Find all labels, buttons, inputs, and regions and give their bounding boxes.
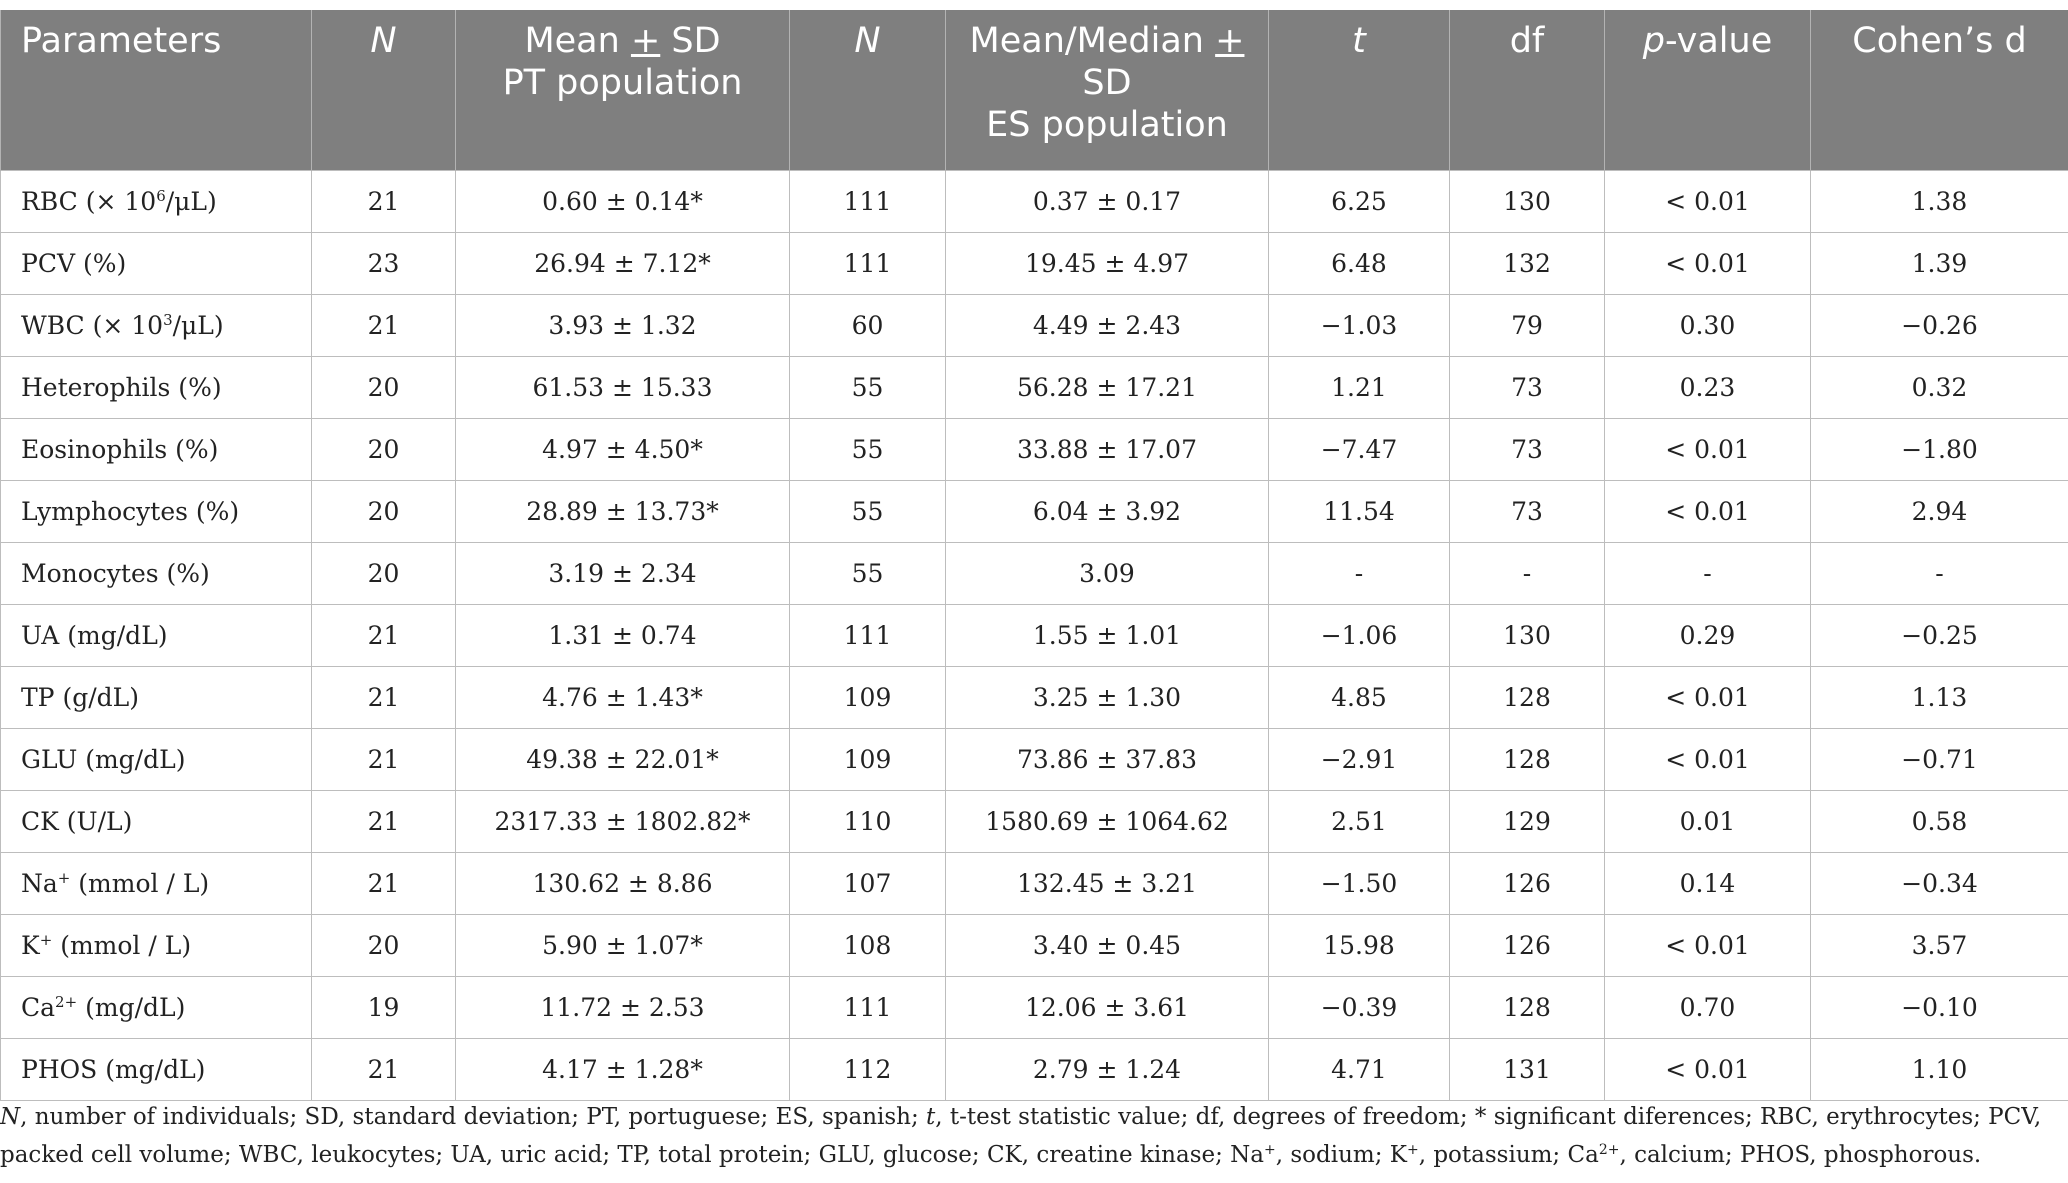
table-body <box>1 171 2068 1101</box>
cell-n-pt: 20 <box>312 419 456 481</box>
table-row <box>1 667 2068 729</box>
cell-df: 132 <box>1450 233 1605 295</box>
cell-pt-mean-sd: 49.38 ± 22.01* <box>456 729 790 791</box>
table-row <box>1 977 2068 1039</box>
cell-p-value: 0.29 <box>1605 605 1811 667</box>
cell-t: −1.06 <box>1269 605 1450 667</box>
cell-cohens-d: 0.58 <box>1811 791 2068 853</box>
cell-p-value: - <box>1605 543 1811 605</box>
cell-pt-mean-sd: 5.90 ± 1.07* <box>456 915 790 977</box>
cell-n-pt: 21 <box>312 295 456 357</box>
cell-p-value: 0.01 <box>1605 791 1811 853</box>
cell-n-pt: 23 <box>312 233 456 295</box>
table-row <box>1 853 2068 915</box>
cell-t: 15.98 <box>1269 915 1450 977</box>
header-row <box>1 10 2068 171</box>
cell-pt-mean-sd: 130.62 ± 8.86 <box>456 853 790 915</box>
cell-parameter: Na+ (mmol / L) <box>1 853 312 915</box>
cell-n-es: 108 <box>790 915 946 977</box>
cell-pt-mean-sd: 28.89 ± 13.73* <box>456 481 790 543</box>
cell-n-pt: 21 <box>312 1039 456 1101</box>
cell-es-mean-median-sd: 3.25 ± 1.30 <box>946 667 1269 729</box>
cell-n-es: 111 <box>790 977 946 1039</box>
cell-t: 6.48 <box>1269 233 1450 295</box>
cell-df: 129 <box>1450 791 1605 853</box>
cell-cohens-d: −0.71 <box>1811 729 2068 791</box>
cell-es-mean-median-sd: 2.79 ± 1.24 <box>946 1039 1269 1101</box>
header-t: t <box>1269 10 1450 171</box>
cell-pt-mean-sd: 4.17 ± 1.28* <box>456 1039 790 1101</box>
cell-es-mean-median-sd: 4.49 ± 2.43 <box>946 295 1269 357</box>
cell-es-mean-median-sd: 132.45 ± 3.21 <box>946 853 1269 915</box>
table-row <box>1 295 2068 357</box>
cell-df: 126 <box>1450 853 1605 915</box>
cell-t: −1.03 <box>1269 295 1450 357</box>
cell-pt-mean-sd: 11.72 ± 2.53 <box>456 977 790 1039</box>
table-row <box>1 605 2068 667</box>
cell-parameter: PCV (%) <box>1 233 312 295</box>
cell-pt-mean-sd: 4.76 ± 1.43* <box>456 667 790 729</box>
cell-n-pt: 21 <box>312 667 456 729</box>
cell-es-mean-median-sd: 73.86 ± 37.83 <box>946 729 1269 791</box>
table-row <box>1 357 2068 419</box>
header-p-value: p-value <box>1605 10 1811 171</box>
cell-parameter: Heterophils (%) <box>1 357 312 419</box>
cell-df: 130 <box>1450 605 1605 667</box>
cell-n-pt: 21 <box>312 171 456 233</box>
cell-n-es: 111 <box>790 605 946 667</box>
cell-cohens-d: 3.57 <box>1811 915 2068 977</box>
cell-n-es: 109 <box>790 729 946 791</box>
cell-df: 73 <box>1450 419 1605 481</box>
cell-df: 79 <box>1450 295 1605 357</box>
cell-n-es: 112 <box>790 1039 946 1101</box>
cell-parameter: CK (U/L) <box>1 791 312 853</box>
cell-t: 2.51 <box>1269 791 1450 853</box>
cell-es-mean-median-sd: 3.40 ± 0.45 <box>946 915 1269 977</box>
table-row <box>1 1039 2068 1101</box>
cell-df: 131 <box>1450 1039 1605 1101</box>
cell-cohens-d: 1.38 <box>1811 171 2068 233</box>
header-df: df <box>1450 10 1605 171</box>
cell-n-es: 55 <box>790 543 946 605</box>
cell-n-pt: 21 <box>312 605 456 667</box>
table-row <box>1 915 2068 977</box>
cell-pt-mean-sd: 2317.33 ± 1802.82* <box>456 791 790 853</box>
cell-df: 126 <box>1450 915 1605 977</box>
table-row <box>1 233 2068 295</box>
cell-parameter: TP (g/dL) <box>1 667 312 729</box>
cell-df: 130 <box>1450 171 1605 233</box>
header-pt-mean-sd: Mean + SD PT population <box>456 10 790 171</box>
cell-pt-mean-sd: 1.31 ± 0.74 <box>456 605 790 667</box>
cell-cohens-d: −1.80 <box>1811 419 2068 481</box>
cell-es-mean-median-sd: 12.06 ± 3.61 <box>946 977 1269 1039</box>
cell-t: 4.71 <box>1269 1039 1450 1101</box>
cell-p-value: < 0.01 <box>1605 915 1811 977</box>
cell-pt-mean-sd: 61.53 ± 15.33 <box>456 357 790 419</box>
cell-p-value: < 0.01 <box>1605 419 1811 481</box>
cell-t: −1.50 <box>1269 853 1450 915</box>
cell-n-es: 111 <box>790 171 946 233</box>
table-row <box>1 729 2068 791</box>
header-n-es: N <box>790 10 946 171</box>
cell-cohens-d: −0.34 <box>1811 853 2068 915</box>
table-row <box>1 791 2068 853</box>
cell-n-es: 55 <box>790 481 946 543</box>
cell-parameter: WBC (× $10^3/\mu L$) <box>1 295 312 357</box>
cell-parameter: Lymphocytes (%) <box>1 481 312 543</box>
cell-df: 128 <box>1450 729 1605 791</box>
cell-es-mean-median-sd: 1580.69 ± 1064.62 <box>946 791 1269 853</box>
cell-n-es: 110 <box>790 791 946 853</box>
cell-parameter: PHOS (mg/dL) <box>1 1039 312 1101</box>
table-row <box>1 419 2068 481</box>
cell-cohens-d: −0.25 <box>1811 605 2068 667</box>
cell-p-value: 0.70 <box>1605 977 1811 1039</box>
cell-p-value: < 0.01 <box>1605 171 1811 233</box>
cell-parameter: $Ca^{2+}$ (mg/dL) <box>1 977 312 1039</box>
cell-df: - <box>1450 543 1605 605</box>
cell-n-pt: 19 <box>312 977 456 1039</box>
cell-df: 73 <box>1450 357 1605 419</box>
cell-n-pt: 20 <box>312 543 456 605</box>
cell-n-es: 60 <box>790 295 946 357</box>
cell-p-value: < 0.01 <box>1605 481 1811 543</box>
header-cohens-d: Cohen’s d <box>1811 10 2068 171</box>
cell-n-pt: 21 <box>312 729 456 791</box>
cell-cohens-d: - <box>1811 543 2068 605</box>
cell-df: 73 <box>1450 481 1605 543</box>
cell-n-pt: 21 <box>312 791 456 853</box>
cell-n-es: 109 <box>790 667 946 729</box>
cell-pt-mean-sd: 3.19 ± 2.34 <box>456 543 790 605</box>
cell-n-es: 55 <box>790 357 946 419</box>
cell-p-value: < 0.01 <box>1605 729 1811 791</box>
cell-t: −2.91 <box>1269 729 1450 791</box>
cell-p-value: < 0.01 <box>1605 1039 1811 1101</box>
cell-cohens-d: −0.10 <box>1811 977 2068 1039</box>
cell-parameter: Eosinophils (%) <box>1 419 312 481</box>
cell-pt-mean-sd: 3.93 ± 1.32 <box>456 295 790 357</box>
cell-es-mean-median-sd: 0.37 ± 0.17 <box>946 171 1269 233</box>
cell-df: 128 <box>1450 667 1605 729</box>
cell-es-mean-median-sd: 3.09 <box>946 543 1269 605</box>
cell-parameter: RBC (× $10^6/\mu L$) <box>1 171 312 233</box>
cell-p-value: 0.14 <box>1605 853 1811 915</box>
cell-t: 6.25 <box>1269 171 1450 233</box>
cell-es-mean-median-sd: 19.45 ± 4.97 <box>946 233 1269 295</box>
header-es-mean-median-sd: Mean/Median + SD ES population <box>946 10 1269 171</box>
results-table <box>0 10 2068 1101</box>
cell-parameter: Monocytes (%) <box>1 543 312 605</box>
cell-cohens-d: 2.94 <box>1811 481 2068 543</box>
cell-t: 11.54 <box>1269 481 1450 543</box>
cell-cohens-d: −0.26 <box>1811 295 2068 357</box>
table-row <box>1 171 2068 233</box>
cell-parameter: GLU (mg/dL) <box>1 729 312 791</box>
cell-p-value: 0.30 <box>1605 295 1811 357</box>
cell-cohens-d: 0.32 <box>1811 357 2068 419</box>
cell-es-mean-median-sd: 56.28 ± 17.21 <box>946 357 1269 419</box>
cell-n-es: 111 <box>790 233 946 295</box>
cell-n-es: 55 <box>790 419 946 481</box>
cell-t: 4.85 <box>1269 667 1450 729</box>
cell-p-value: < 0.01 <box>1605 233 1811 295</box>
cell-parameter: UA (mg/dL) <box>1 605 312 667</box>
cell-t: −0.39 <box>1269 977 1450 1039</box>
cell-n-pt: 20 <box>312 481 456 543</box>
cell-p-value: < 0.01 <box>1605 667 1811 729</box>
cell-n-pt: 20 <box>312 357 456 419</box>
cell-es-mean-median-sd: 33.88 ± 17.07 <box>946 419 1269 481</box>
table-row <box>1 543 2068 605</box>
cell-t: −7.47 <box>1269 419 1450 481</box>
cell-pt-mean-sd: 0.60 ± 0.14* <box>456 171 790 233</box>
cell-p-value: 0.23 <box>1605 357 1811 419</box>
cell-pt-mean-sd: 26.94 ± 7.12* <box>456 233 790 295</box>
header-parameters: Parameters <box>1 10 312 171</box>
cell-df: 128 <box>1450 977 1605 1039</box>
cell-t: - <box>1269 543 1450 605</box>
cell-n-pt: 20 <box>312 915 456 977</box>
header-n-pt: N <box>312 10 456 171</box>
cell-t: 1.21 <box>1269 357 1450 419</box>
cell-n-es: 107 <box>790 853 946 915</box>
cell-pt-mean-sd: 4.97 ± 4.50* <box>456 419 790 481</box>
cell-cohens-d: 1.39 <box>1811 233 2068 295</box>
table-row <box>1 481 2068 543</box>
table-footnote: N, number of individuals; SD, standard deviation; PT, portuguese; ES, spanish; t, t-test statistic value; df, degrees of freedom; * significant diferences; RBC, erythrocytes; PCV, packed cell volume; WBC, leukocytes; UA, uric acid; TP, total protein; GLU, glucose; CK, creatine kinase; Na+, sodium; K+, potassium; $Ca^{2+}$, calcium; PHOS, phosphorous. <box>0 1104 2042 1168</box>
cell-cohens-d: 1.10 <box>1811 1039 2068 1101</box>
cell-es-mean-median-sd: 6.04 ± 3.92 <box>946 481 1269 543</box>
cell-cohens-d: 1.13 <box>1811 667 2068 729</box>
cell-parameter: K+ (mmol / L) <box>1 915 312 977</box>
cell-es-mean-median-sd: 1.55 ± 1.01 <box>946 605 1269 667</box>
cell-n-pt: 21 <box>312 853 456 915</box>
